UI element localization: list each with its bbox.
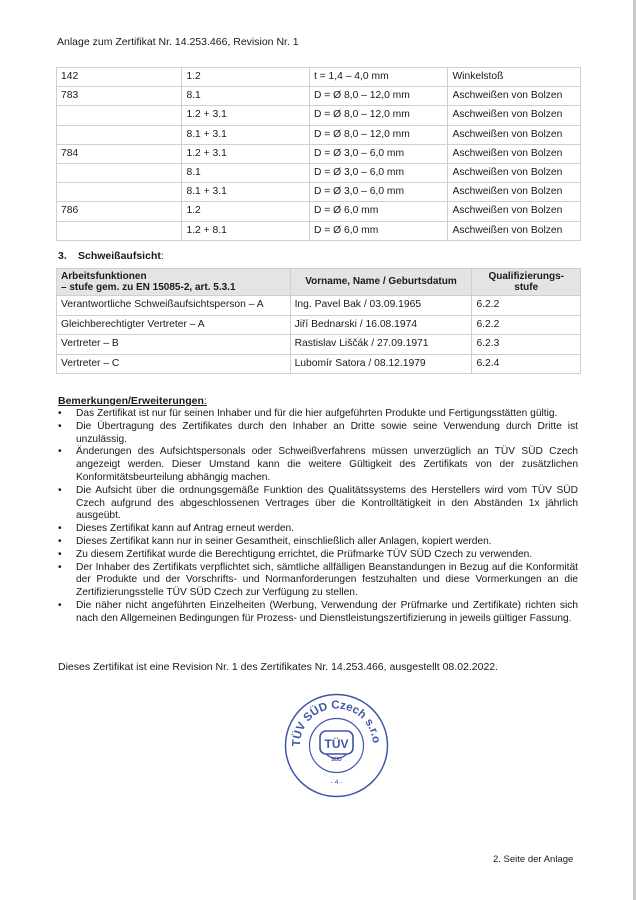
table-cell: D = Ø 3,0 – 6,0 mm — [309, 163, 448, 182]
tuv-sud-stamp — [284, 693, 389, 798]
bullet-icon: • — [58, 484, 62, 496]
list-item-text: Die näher nicht angeführten Einzelheiten (Werbung, Verwendung der Prüfmarke und Zertifikate) richten sich nach den Allgemeinen Bedingungen für Prozess- und Dienstleistungszertifizierung in jeweils gültiger Fassung. — [76, 599, 578, 624]
table-cell — [57, 106, 182, 125]
products-table — [56, 67, 581, 241]
table-cell: 6.2.3 — [472, 335, 581, 355]
page-footer: 2. Seite der Anlage — [493, 854, 574, 865]
table-cell: 783 — [57, 87, 182, 106]
supervision-table — [56, 268, 581, 374]
header-name-birthdate: Vorname, Name / Geburtsdatum — [290, 269, 472, 296]
table-cell: 142 — [57, 68, 182, 87]
list-item-text: Änderungen des Aufsichtspersonals oder Schweißverfahrens müssen unverzüglich an TÜV SÜD Czech angezeigt werden. Dieser Umstand kann die weitere Gültigkeit des Zertifikats von der zusätzlichen Konformitätsbeurteilung abhängig machen. — [76, 446, 578, 483]
section-colon: : — [160, 250, 164, 262]
bullet-icon: • — [58, 446, 62, 458]
table-cell: Aschweißen von Bolzen — [448, 221, 581, 240]
page-header: Anlage zum Zertifikat Nr. 14.253.466, Revision Nr. 1 — [57, 36, 299, 48]
table-row — [57, 202, 581, 221]
final-statement: Dieses Zertifikat ist eine Revision Nr. 1 des Zertifikates Nr. 14.253.466, ausgestellt 08.02.2022. — [58, 661, 499, 673]
header-qualification-line1: Qualifizierungs- — [488, 270, 564, 282]
list-item — [58, 536, 578, 549]
list-item — [58, 408, 578, 421]
table-cell: Lubomír Satora / 08.12.1979 — [290, 354, 472, 374]
table-cell: 8.1 + 3.1 — [182, 125, 309, 144]
list-item — [58, 562, 578, 600]
table-row — [57, 354, 581, 374]
table-cell: Vertreter – C — [57, 354, 291, 374]
table-cell — [57, 163, 182, 182]
tuv-logo-icon — [320, 731, 353, 763]
table-row — [57, 68, 581, 87]
list-item — [58, 549, 578, 562]
table-cell: D = Ø 8,0 – 12,0 mm — [309, 106, 448, 125]
table-row — [57, 125, 581, 144]
header-work-functions — [57, 269, 291, 296]
list-item — [58, 485, 578, 523]
table-cell: 6.2.2 — [472, 315, 581, 335]
table-row — [57, 144, 581, 163]
table-cell: t = 1,4 – 4,0 mm — [309, 68, 448, 87]
table-cell: Aschweißen von Bolzen — [448, 87, 581, 106]
table-cell: 6.2.4 — [472, 354, 581, 374]
table-row — [57, 221, 581, 240]
list-item-text: Zu diesem Zertifikat wurde die Berechtigung errichtet, die Prüfmarke TÜV SÜD Czech zu verwenden. — [76, 548, 533, 560]
table-cell: D = Ø 6,0 mm — [309, 202, 448, 221]
table-row — [57, 183, 581, 202]
list-item — [58, 523, 578, 536]
list-item — [58, 446, 578, 484]
bullet-icon: • — [58, 523, 62, 535]
section-title: Schweißaufsicht — [78, 250, 161, 262]
table-cell: Jiří Bednarski / 16.08.1974 — [290, 315, 472, 335]
table-row — [57, 315, 581, 335]
table-cell: D = Ø 6,0 mm — [309, 221, 448, 240]
stamp-logo-main: TÜV — [324, 737, 349, 751]
header-qualification-level — [472, 269, 581, 296]
table-cell: Gleichberechtigter Vertreter – A — [57, 315, 291, 335]
table-cell: Ing. Pavel Bak / 03.09.1965 — [290, 296, 472, 316]
list-item-text: Das Zertifikat ist nur für seinen Inhaber und für die hier aufgeführten Produkte und Fertigungsstätten gültig. — [76, 408, 558, 419]
table-cell: 1.2 + 8.1 — [182, 221, 309, 240]
stamp-logo-sub: SÜD — [331, 757, 342, 763]
table-cell: 784 — [57, 144, 182, 163]
table-cell: 1.2 + 3.1 — [182, 106, 309, 125]
table-cell: 8.1 — [182, 87, 309, 106]
header-qualification-line2: stufe — [514, 282, 539, 293]
table-cell: D = Ø 3,0 – 6,0 mm — [309, 144, 448, 163]
table-cell: 786 — [57, 202, 182, 221]
remarks-title-text: Bemerkungen/Erweiterungen — [58, 395, 204, 407]
list-item-text: Die Übertragung des Zertifikates durch den Inhaber an Dritte sowie seine Verwendung durch Dritte ist unzulässig. — [76, 420, 578, 445]
table-cell: Aschweißen von Bolzen — [448, 125, 581, 144]
table-cell: Aschweißen von Bolzen — [448, 144, 581, 163]
table-cell: 8.1 — [182, 163, 309, 182]
remarks-title — [58, 395, 207, 407]
table-cell: 8.1 + 3.1 — [182, 183, 309, 202]
table-row — [57, 106, 581, 125]
table-cell: 1.2 + 3.1 — [182, 144, 309, 163]
header-work-functions-line2: – stufe gem. zu EN 15085-2, art. 5.3.1 — [61, 282, 236, 293]
stamp-ring-textpath: TÜV SÜD Czech s.r.o — [290, 699, 383, 747]
table-row — [57, 87, 581, 106]
list-item-text: Dieses Zertifikat kann nur in seiner Gesamtheit, einschließlich aller Anlagen, kopiert werden. — [76, 535, 492, 547]
table-cell: Aschweißen von Bolzen — [448, 106, 581, 125]
table-cell: D = Ø 8,0 – 12,0 mm — [309, 125, 448, 144]
table-cell: Vertreter – B — [57, 335, 291, 355]
list-item — [58, 600, 578, 626]
remarks-title-colon: : — [203, 395, 207, 407]
table-cell: 1.2 — [182, 68, 309, 87]
table-cell: Rastislav Liščák / 27.09.1971 — [290, 335, 472, 355]
table-cell — [57, 125, 182, 144]
bullet-icon: • — [58, 420, 62, 432]
table-cell: 6.2.2 — [472, 296, 581, 316]
list-item-text: Der Inhaber des Zertifikats verpflichtet sich, sämtliche allfälligen Beanstandungen in Bezug auf die Konformität der Produkte und der Vorschrifts- und Normanforderungen festzuhalten und diese Vormerkungen an die Zertifizierungsstelle TÜV SÜD Czech zur Verfügung zu stellen. — [76, 561, 578, 599]
section-number: 3. — [58, 250, 67, 262]
bullet-icon: • — [58, 599, 62, 611]
list-item — [58, 421, 578, 447]
stamp-number: - 4 - — [330, 779, 343, 786]
list-item-text: Die Aufsicht über die ordnungsgemäße Funktion des Qualitätssystems des Herstellers wird vom TÜV SÜD Czech aufgrund des abgeschlossenen Vertrages über die Kontrolltätigkeit in den Abständen 1x jährlich ausgeübt. — [76, 484, 578, 522]
bullet-icon: • — [58, 408, 62, 419]
section-3-heading — [58, 250, 164, 262]
table-cell: 1.2 — [182, 202, 309, 221]
table-cell: Verantwortliche Schweißaufsichtsperson – A — [57, 296, 291, 316]
table-cell: Aschweißen von Bolzen — [448, 183, 581, 202]
bullet-icon: • — [58, 535, 62, 547]
table-cell: D = Ø 3,0 – 6,0 mm — [309, 183, 448, 202]
table-cell: Aschweißen von Bolzen — [448, 202, 581, 221]
table-row — [57, 163, 581, 182]
table-cell: D = Ø 8,0 – 12,0 mm — [309, 87, 448, 106]
table-row — [57, 296, 581, 316]
table-row — [57, 335, 581, 355]
bullet-icon: • — [58, 548, 62, 560]
header-work-functions-line1: Arbeitsfunktionen — [61, 270, 147, 282]
list-item-text: Dieses Zertifikat kann auf Antrag erneut werden. — [76, 523, 295, 535]
table-cell: Winkelstoß — [448, 68, 581, 87]
remarks-list — [58, 408, 578, 626]
bullet-icon: • — [58, 561, 62, 573]
table-cell — [57, 183, 182, 202]
table-cell: Aschweißen von Bolzen — [448, 163, 581, 182]
supervision-header-row — [57, 269, 581, 296]
table-cell — [57, 221, 182, 240]
